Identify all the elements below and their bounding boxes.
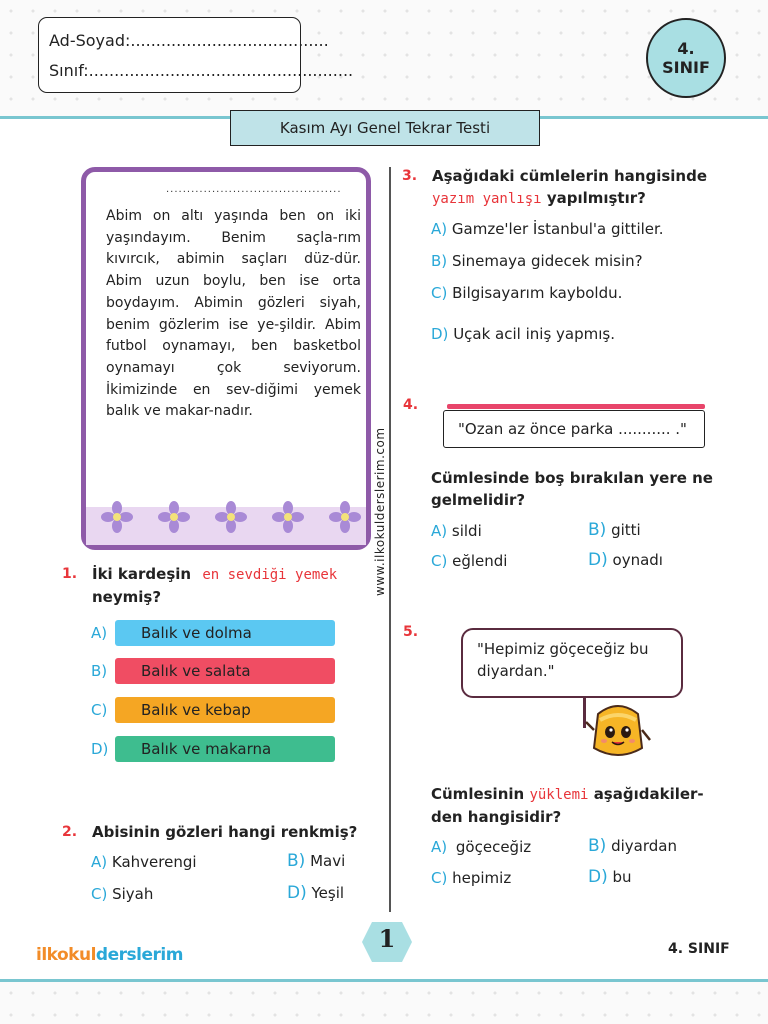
question-3-text-b: yapılmıştır? (546, 189, 646, 207)
q3-option-c-letter: C) (431, 284, 448, 302)
q5-option-a-text: göçeceğiz (455, 838, 532, 856)
question-4-sentence (443, 410, 705, 448)
reading-passage (81, 167, 371, 550)
name-field-label[interactable]: Ad-Soyad:....................................... (49, 31, 329, 50)
question-2-number: 2. (62, 824, 78, 840)
q1-option-b[interactable]: Balık ve salata (115, 658, 335, 684)
question-2 (62, 821, 382, 843)
q5-option-c-text: hepimiz (452, 869, 512, 887)
q1-option-b-letter: B) (91, 662, 108, 680)
question-5-highlight: yüklemi (529, 787, 589, 803)
q4-option-b[interactable] (588, 520, 641, 540)
q1-option-d[interactable]: Balık ve makarna (115, 736, 335, 762)
q2-option-a-letter: A) (91, 853, 108, 871)
question-1-text-a: İki kardeşin (92, 565, 192, 583)
grade-badge (646, 18, 726, 98)
q2-option-b-letter: B) (287, 851, 306, 871)
q1-option-a-letter: A) (91, 624, 108, 642)
grade-word: SINIF (662, 58, 710, 77)
speech-bubble (461, 628, 683, 698)
q4-option-d-letter: D) (588, 550, 608, 570)
question-5-text-b: aşağıdakiler- (593, 785, 704, 803)
q4-option-a-text: sildi (451, 522, 482, 540)
q5-option-a[interactable] (431, 838, 531, 856)
q4-option-b-letter: B) (588, 520, 607, 540)
q1-option-c-letter: C) (91, 701, 108, 719)
question-1 (62, 563, 374, 608)
flower-icon (102, 502, 132, 532)
question-5-number: 5. (403, 624, 419, 640)
flower-icon (273, 502, 303, 532)
question-5-speech: "Hepimiz göçeceğiz bu diyardan." (477, 640, 649, 680)
q3-option-c[interactable] (431, 284, 622, 302)
logo-part-a: ilkokul (36, 945, 96, 965)
q3-option-b[interactable] (431, 252, 643, 270)
logo-part-b: derslerim (95, 945, 183, 965)
q5-option-d-text: bu (612, 868, 632, 886)
mascot-icon (578, 696, 658, 766)
passage-title-blank: .......................................... (166, 184, 342, 195)
footer-grade: 4. SINIF (668, 941, 730, 957)
page-number: 1 (378, 924, 396, 953)
grade-number: 4. (677, 39, 695, 58)
site-url-text[interactable]: www.ilkokulderslerim.com (373, 423, 387, 600)
q3-option-d-text: Uçak acil iniş yapmış. (453, 325, 615, 343)
question-4-number: 4. (403, 397, 419, 413)
question-3 (402, 165, 742, 210)
q1-option-d-letter: D) (91, 740, 109, 758)
q3-option-a[interactable] (431, 220, 664, 238)
q1-option-a[interactable]: Balık ve dolma (115, 620, 335, 646)
question-1-text-b: neymiş? (92, 588, 162, 606)
q1-option-c[interactable]: Balık ve kebap (115, 697, 335, 723)
q5-option-b[interactable] (588, 836, 677, 856)
q2-option-d-text: Yeşil (311, 884, 345, 902)
class-field-label[interactable]: Sınıf:.................................................... (49, 61, 354, 80)
question-2-text: Abisinin gözleri hangi renkmiş? (92, 823, 358, 841)
q4-option-d[interactable] (588, 550, 663, 570)
q2-option-c[interactable] (91, 885, 153, 903)
question-1-number: 1. (62, 566, 78, 582)
footer-logo[interactable] (36, 945, 183, 965)
q2-option-c-text: Siyah (112, 885, 154, 903)
question-3-text-a: Aşağıdaki cümlelerin hangisinde (432, 167, 708, 185)
question-5-text (431, 783, 741, 828)
bottom-doodle-band (0, 982, 768, 1024)
q3-option-c-text: Bilgisayarım kayboldu. (452, 284, 623, 302)
question-1-highlight: en sevdiği yemek (202, 567, 338, 583)
q3-option-d[interactable] (431, 325, 615, 343)
question-4-quote: "Ozan az önce parka ........... ." (458, 420, 687, 438)
question-3-highlight: yazım yanlışı (432, 191, 542, 207)
q2-option-d-letter: D) (287, 883, 307, 903)
q4-option-d-text: oynadı (612, 551, 663, 569)
flower-icon (159, 502, 189, 532)
q2-option-d[interactable] (287, 883, 344, 903)
q3-option-b-text: Sinemaya gidecek misin? (451, 252, 643, 270)
quote-strip (447, 404, 705, 409)
q4-option-c-letter: C) (431, 552, 448, 570)
question-3-number: 3. (402, 168, 418, 184)
q3-option-a-letter: A) (431, 220, 448, 238)
q5-option-d-letter: D) (588, 867, 608, 887)
q4-option-a-letter: A) (431, 522, 448, 540)
q2-option-b-text: Mavi (310, 852, 346, 870)
q5-option-c[interactable] (431, 869, 511, 887)
q2-option-b[interactable] (287, 851, 345, 871)
q5-option-d[interactable] (588, 867, 632, 887)
flower-icon (330, 502, 360, 532)
q5-option-b-text: diyardan (611, 837, 677, 855)
q4-option-a[interactable] (431, 522, 482, 540)
q4-option-c-text: eğlendi (452, 552, 508, 570)
q2-option-c-letter: C) (91, 885, 108, 903)
passage-text: Abim on altı yaşında ben on iki yaşındayım. Benim saçla-rım kıvırcık, abimin saçları düz-dür. Abim uzun boylu, ben ise orta boydayım. Abimin gözleri siyah, benim gözlerim ise ye-şildir. Abim futbol oynamayı, ben basketbol oynamayı çok seviyorum. İkimizinde en sev-diğimi yemek balık ve makar-nadır. (106, 208, 361, 420)
column-divider (389, 167, 391, 912)
name-box (38, 17, 354, 93)
question-4-text: Cümlesinde boş bırakılan yere ne gelmelidir? (431, 469, 713, 509)
flower-icon (216, 502, 246, 532)
q3-option-a-text: Gamze'ler İstanbul'a gittiler. (451, 220, 664, 238)
q4-option-b-text: gitti (611, 521, 641, 539)
q5-option-c-letter: C) (431, 869, 448, 887)
q3-option-d-letter: D) (431, 325, 449, 343)
question-5-text-a: Cümlesinin (431, 785, 525, 803)
q2-option-a[interactable] (91, 853, 197, 871)
q5-option-b-letter: B) (588, 836, 607, 856)
q3-option-b-letter: B) (431, 252, 448, 270)
q2-option-a-text: Kahverengi (111, 853, 197, 871)
q5-option-a-letter: A) (431, 838, 448, 856)
test-title: Kasım Ayı Genel Tekrar Testi (230, 110, 540, 146)
q4-option-c[interactable] (431, 552, 507, 570)
question-5-text-c: den hangisidir? (431, 808, 562, 826)
